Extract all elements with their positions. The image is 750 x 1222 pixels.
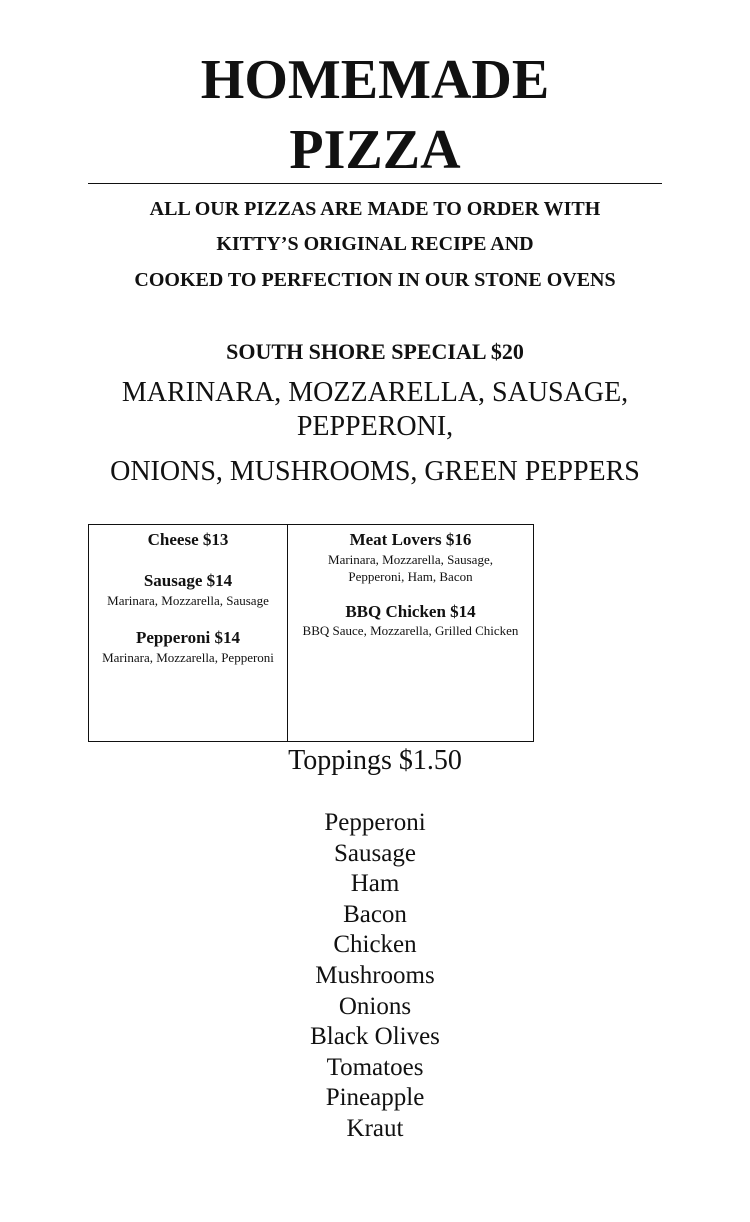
menu-item-bbq-chicken-desc: BBQ Sauce, Mozzarella, Grilled Chicken (302, 623, 519, 638)
menu-item-meat-lovers-desc-1: Marinara, Mozzarella, Sausage, (328, 552, 493, 567)
topping-item: Mushrooms (315, 961, 435, 989)
topping-item: Onions (338, 992, 412, 1020)
topping-item: Kraut (346, 1114, 404, 1142)
title-divider (88, 183, 662, 184)
topping-item: Ham (350, 870, 400, 898)
menu-item-sausage-name: Sausage $14 (143, 571, 233, 590)
intro-line-1: ALL OUR PIZZAS ARE MADE TO ORDER WITH (149, 198, 601, 220)
special-toppings-line-1: MARINARA, MOZZARELLA, SAUSAGE, (121, 377, 629, 408)
topping-item: Chicken (333, 931, 417, 959)
menu-item-meat-lovers-desc-2: Pepperoni, Ham, Bacon (348, 569, 473, 584)
toppings-list (0, 808, 750, 1145)
menu-item-meat-lovers-name: Meat Lovers $16 (349, 530, 472, 549)
topping-item: Black Olives (310, 1023, 440, 1051)
intro-line-2: KITTY’S ORIGINAL RECIPE AND (216, 233, 534, 255)
topping-item: Bacon (343, 900, 407, 928)
menu-item-cheese-name: Cheese $13 (147, 530, 229, 549)
topping-item: Tomatoes (326, 1053, 424, 1081)
menu-item-pepperoni-name: Pepperoni $14 (135, 628, 241, 647)
pizza-menu-table (88, 524, 534, 742)
special-toppings-line-3: ONIONS, MUSHROOMS, GREEN PEPPERS (110, 456, 640, 487)
menu-item-pepperoni-desc: Marinara, Mozzarella, Pepperoni (102, 650, 274, 665)
topping-item: Sausage (334, 839, 416, 867)
menu-item-sausage-desc: Marinara, Mozzarella, Sausage (107, 593, 269, 608)
menu-column-left (89, 525, 287, 741)
toppings-heading: Toppings $1.50 (288, 745, 462, 776)
topping-item: Pepperoni (324, 809, 426, 836)
topping-item: Pineapple (325, 1084, 425, 1112)
menu-item-bbq-chicken-name: BBQ Chicken $14 (345, 602, 476, 621)
menu-column-right (287, 525, 533, 741)
intro-line-3: COOKED TO PERFECTION IN OUR STONE OVENS (134, 269, 616, 291)
title-line-1: HOMEMADE (200, 49, 550, 111)
title-line-2: PIZZA (289, 119, 461, 181)
special-heading: SOUTH SHORE SPECIAL $20 (226, 339, 524, 364)
special-toppings-line-2: PEPPERONI, (296, 411, 454, 442)
